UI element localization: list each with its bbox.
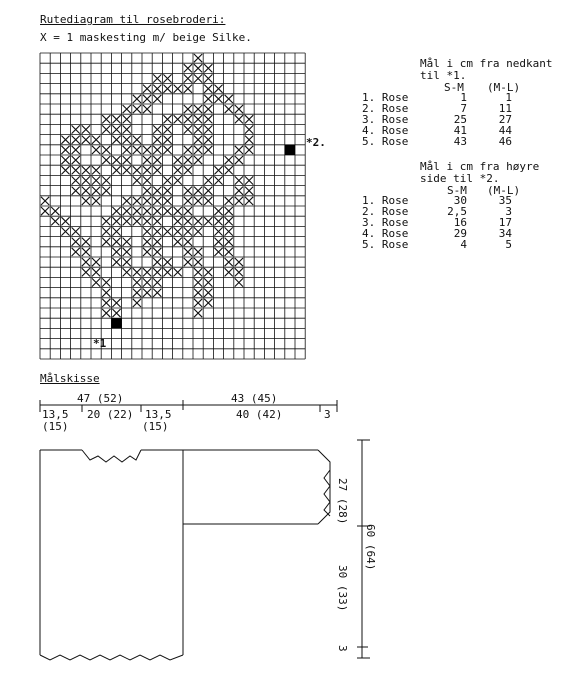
cell-b: 11 (498, 102, 512, 115)
table1-col-sm: S-M (444, 81, 464, 94)
cell-b: 17 (498, 216, 512, 229)
dim-sleeve: 40 (42) (236, 408, 283, 421)
table2-title: Mål i cm fra høyre (420, 160, 540, 173)
cell-b: 46 (498, 135, 512, 148)
cell-label: 1. Rose (362, 91, 409, 104)
cell-label: 4. Rose (362, 227, 409, 240)
cell-label: 2. Rose (362, 205, 409, 218)
cell-label: 5. Rose (362, 135, 409, 148)
cell-a: 7 (460, 102, 467, 115)
dim-shoulder-left: 13,5 (42, 408, 69, 421)
dim-rib: 3 (336, 645, 349, 652)
cell-b: 27 (498, 113, 512, 126)
table2-title2: side til *2. (420, 172, 500, 185)
cell-a: 25 (453, 113, 467, 126)
cell-b: 34 (498, 227, 512, 240)
cell-b: 5 (505, 238, 512, 251)
cell-a: 1 (460, 91, 467, 104)
dim-total-length: 60 (64) (364, 524, 377, 571)
dim-cuff: 3 (324, 408, 331, 421)
dim-shoulder-left-ml: (15) (42, 420, 69, 433)
cell-a: 30 (453, 194, 467, 207)
table1-col-ml: (M-L) (487, 81, 521, 94)
cell-label: 4. Rose (362, 124, 409, 137)
table1-title2: til *1. (420, 69, 467, 82)
cell-b: 35 (498, 194, 512, 207)
table2-col-sm: S-M (447, 184, 467, 197)
cell-a: 43 (453, 135, 467, 148)
cell-a: 2,5 (447, 205, 467, 218)
cell-a: 29 (453, 227, 467, 240)
dim-top-right: 43 (45) (231, 392, 278, 405)
page-title: Rutediagram til rosebroderi: (40, 13, 226, 26)
marker-1-label: *1 (93, 337, 107, 350)
cell-label: 2. Rose (362, 102, 409, 115)
dim-armhole: 27 (28) (336, 478, 349, 525)
table1-title: Mål i cm fra nedkant (420, 57, 553, 70)
cell-label: 5. Rose (362, 238, 409, 251)
dim-neck: 20 (22) (87, 408, 134, 421)
sketch-title: Målskisse (40, 372, 100, 385)
cell-a: 41 (453, 124, 467, 137)
cell-label: 1. Rose (362, 194, 409, 207)
cell-label: 3. Rose (362, 113, 409, 126)
table2-col-ml: (M-L) (487, 184, 521, 197)
marker-2-label: *2. (306, 136, 326, 149)
cell-b: 3 (505, 205, 512, 218)
dim-shoulder-right: 13,5 (145, 408, 172, 421)
cell-b: 1 (505, 91, 512, 104)
cell-b: 44 (498, 124, 512, 137)
dim-body: 30 (33) (336, 565, 349, 612)
cell-a: 16 (453, 216, 467, 229)
dim-shoulder-right-ml: (15) (142, 420, 169, 433)
cell-a: 4 (460, 238, 467, 251)
dim-top-left: 47 (52) (77, 392, 124, 405)
cell-label: 3. Rose (362, 216, 409, 229)
legend-text: X = 1 maskesting m/ beige Silke. (40, 31, 252, 44)
